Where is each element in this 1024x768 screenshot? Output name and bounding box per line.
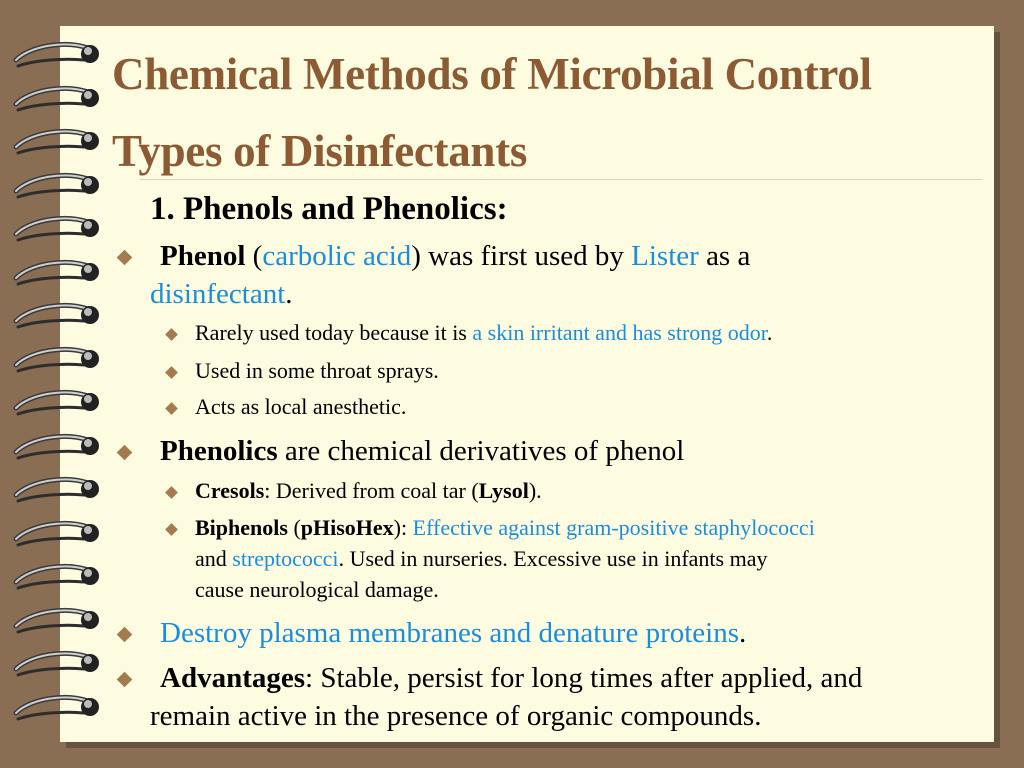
- slide-title: Chemical Methods of Microbial Control: [112, 49, 872, 99]
- text: .: [766, 320, 773, 345]
- text: : Derived from coal tar (: [264, 478, 479, 503]
- bullet-advantages: [160, 662, 862, 695]
- term-advantages: Advantages: [160, 662, 306, 694]
- diamond-bullet-icon: [117, 445, 133, 461]
- text: as a: [698, 240, 751, 272]
- link-streptococci[interactable]: streptococci: [232, 546, 339, 571]
- diamond-bullet-icon: [165, 366, 178, 379]
- link-destroy-membranes[interactable]: Destroy plasma membranes and denature proteins: [160, 617, 740, 649]
- sub-bullet-biphenols-line3: cause neurological damage.: [195, 577, 439, 602]
- sub-bullet-anesthetic: Acts as local anesthetic.: [195, 394, 407, 419]
- sub-bullet-cresols: [195, 478, 542, 504]
- diamond-bullet-icon: [165, 328, 178, 341]
- term-cresols: Cresols: [195, 478, 265, 503]
- bullet-phenol: [160, 240, 750, 273]
- diamond-bullet-icon: [117, 672, 133, 688]
- brand-phisohex: pHisoHex: [300, 515, 394, 540]
- term-phenol: Phenol: [160, 240, 246, 272]
- sub-bullet-biphenols: [195, 515, 815, 541]
- bullet-phenolics: [160, 435, 684, 468]
- text: ) was first used by: [411, 240, 632, 272]
- text: : Stable, persist for long times after applied, and: [305, 662, 863, 694]
- diamond-bullet-icon: [165, 486, 178, 499]
- bullet-destroy: [160, 617, 746, 650]
- brand-lysol: Lysol: [478, 478, 529, 503]
- diamond-bullet-icon: [165, 523, 178, 536]
- slide-subtitle: Types of Disinfectants: [112, 126, 528, 176]
- text: (: [245, 240, 263, 272]
- text: ).: [528, 478, 542, 503]
- text: Rarely used today because it is: [195, 320, 473, 345]
- text: .: [739, 617, 747, 649]
- term-biphenols: Biphenols: [195, 515, 288, 540]
- bullet-phenol-line2: [150, 278, 293, 311]
- diamond-bullet-icon: [117, 627, 133, 643]
- link-lister[interactable]: Lister: [631, 240, 699, 272]
- text: (: [287, 515, 301, 540]
- text: and: [195, 546, 233, 571]
- text: ):: [393, 515, 413, 540]
- link-disinfectant[interactable]: disinfectant: [150, 278, 286, 310]
- link-skin-irritant[interactable]: a skin irritant and has strong odor: [472, 320, 767, 345]
- diamond-bullet-icon: [165, 402, 178, 415]
- text: .: [285, 278, 293, 310]
- text: are chemical derivatives of phenol: [277, 435, 685, 467]
- bullet-advantages-line2: remain active in the presence of organic compounds.: [150, 700, 762, 732]
- link-carbolic-acid[interactable]: carbolic acid: [262, 240, 412, 272]
- term-phenolics: Phenolics: [160, 435, 278, 467]
- sub-bullet-rarely-used: [195, 320, 772, 346]
- sub-bullet-biphenols-line2: [195, 546, 767, 572]
- section-heading: 1. Phenols and Phenolics:: [150, 191, 508, 227]
- text: . Used in nurseries. Excessive use in infants may: [338, 546, 768, 571]
- sub-bullet-throat-sprays: Used in some throat sprays.: [195, 358, 439, 383]
- link-gram-positive[interactable]: Effective against gram-positive staphylococci: [412, 515, 815, 540]
- diamond-bullet-icon: [117, 250, 133, 266]
